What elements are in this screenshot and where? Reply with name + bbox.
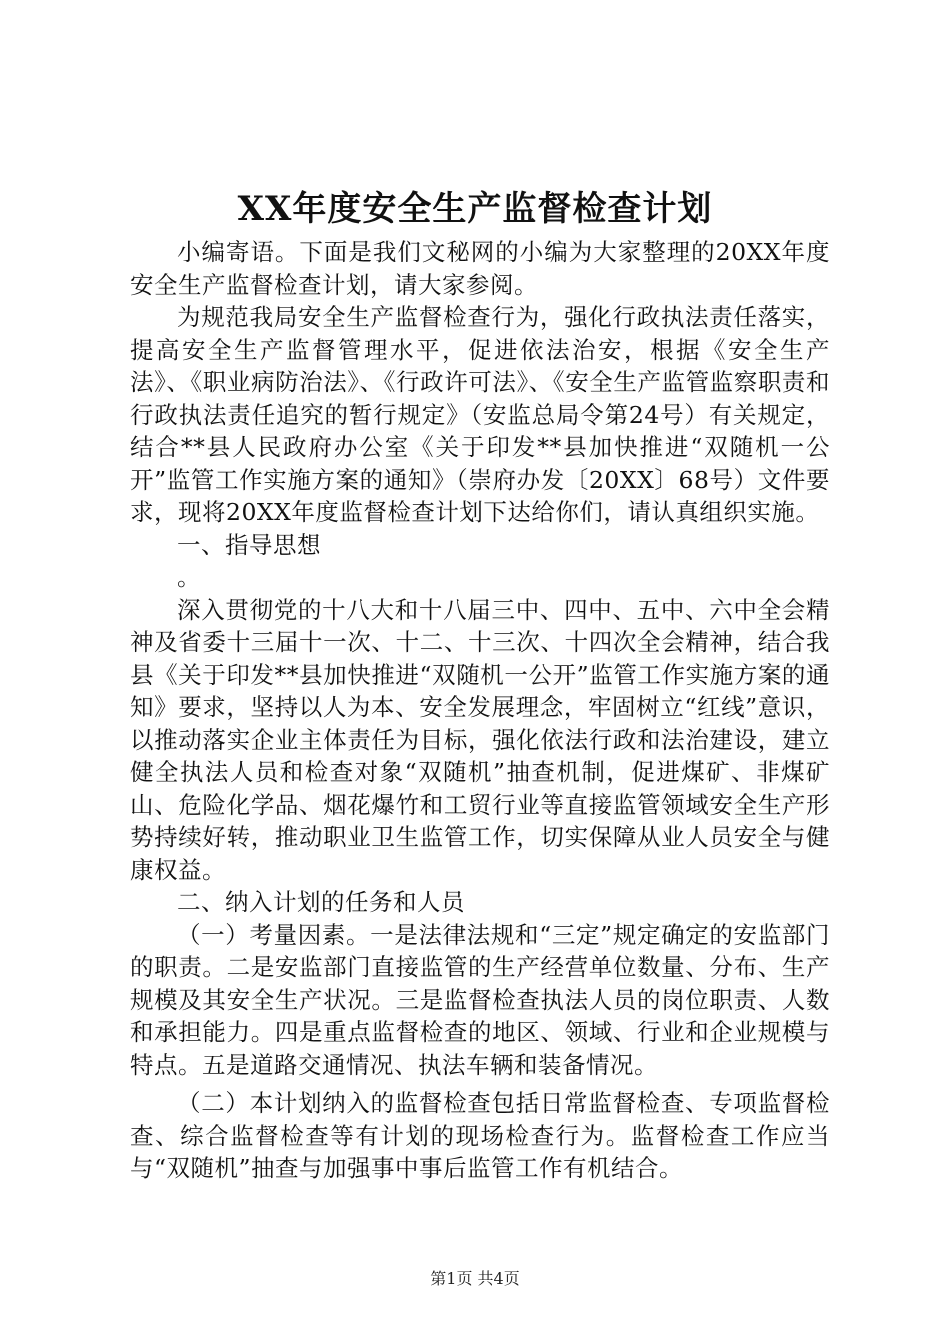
guiding-ideology-paragraph: 深入贯彻党的十八大和十八届三中、四中、五中、六中全会精神及省委十三届十一次、十二、十三次、十四次全会精神，结合我县《关于印发**县加快推进“双随机一公开”监管工作实施方案的通知》要求，坚持以人为本、安全发展理念，牢固树立“红线”意识，以推动落实企业主体责任为目标，强化依法行政和法治建设，建立健全执法人员和检查对象“双随机”抽查机制，促进煤矿、非煤矿山、危险化学品、烟花爆竹和工贸行业等直接监管领域安全生产形势持续好转，推动职业卫生监管工作，切实保障从业人员安全与健康权益。 [130,595,830,884]
page-number-footer: 第1页 共4页 [430,1269,520,1288]
intro-paragraph: 小编寄语。下面是我们文秘网的小编为大家整理的20XX年度安全生产监督检查计划，请大家参阅。 [130,238,830,299]
document-body [130,236,830,1185]
document-title: XX年度安全生产监督检查计划 [237,189,713,229]
section-heading-guiding-ideology: 一、指导思想 [177,530,321,559]
section-heading-tasks-and-personnel: 二、纳入计划的任务和人员 [177,888,465,916]
scope-paragraph: （二）本计划纳入的监督检查包括日常监督检查、专项监督检查、综合监督检查等有计划的现场检查行为。监督检查工作应当与“双随机”抽查与加强事中事后监管工作有机结合。 [130,1089,830,1182]
stray-period-line: 。 [177,563,201,591]
purpose-paragraph: 为规范我局安全生产监督检查行为，强化行政执法责任落实，提高安全生产监督管理水平，促进依法治安，根据《安全生产法》、《职业病防治法》、《行政许可法》、《安全生产监管监察职责和行政执法责任追究的暂行规定》（安监总局令第24号）有关规定，结合**县人民政府办公室《关于印发**县加快推进“双随机一公开”监管工作实施方案的通知》（崇府办发〔20XX〕68号）文件要求，现将20XX年度监督检查计划下达给你们，请认真组织实施。 [130,303,830,526]
considerations-paragraph: （一）考量因素。一是法律法规和“三定”规定确定的安监部门的职责。二是安监部门直接监管的生产经营单位数量、分布、生产规模及其安全生产状况。三是监督检查执法人员的岗位职责、人数和承担能力。四是重点监督检查的地区、领域、行业和企业规模与特点。五是道路交通情况、执法车辆和装备情况。 [130,920,830,1079]
